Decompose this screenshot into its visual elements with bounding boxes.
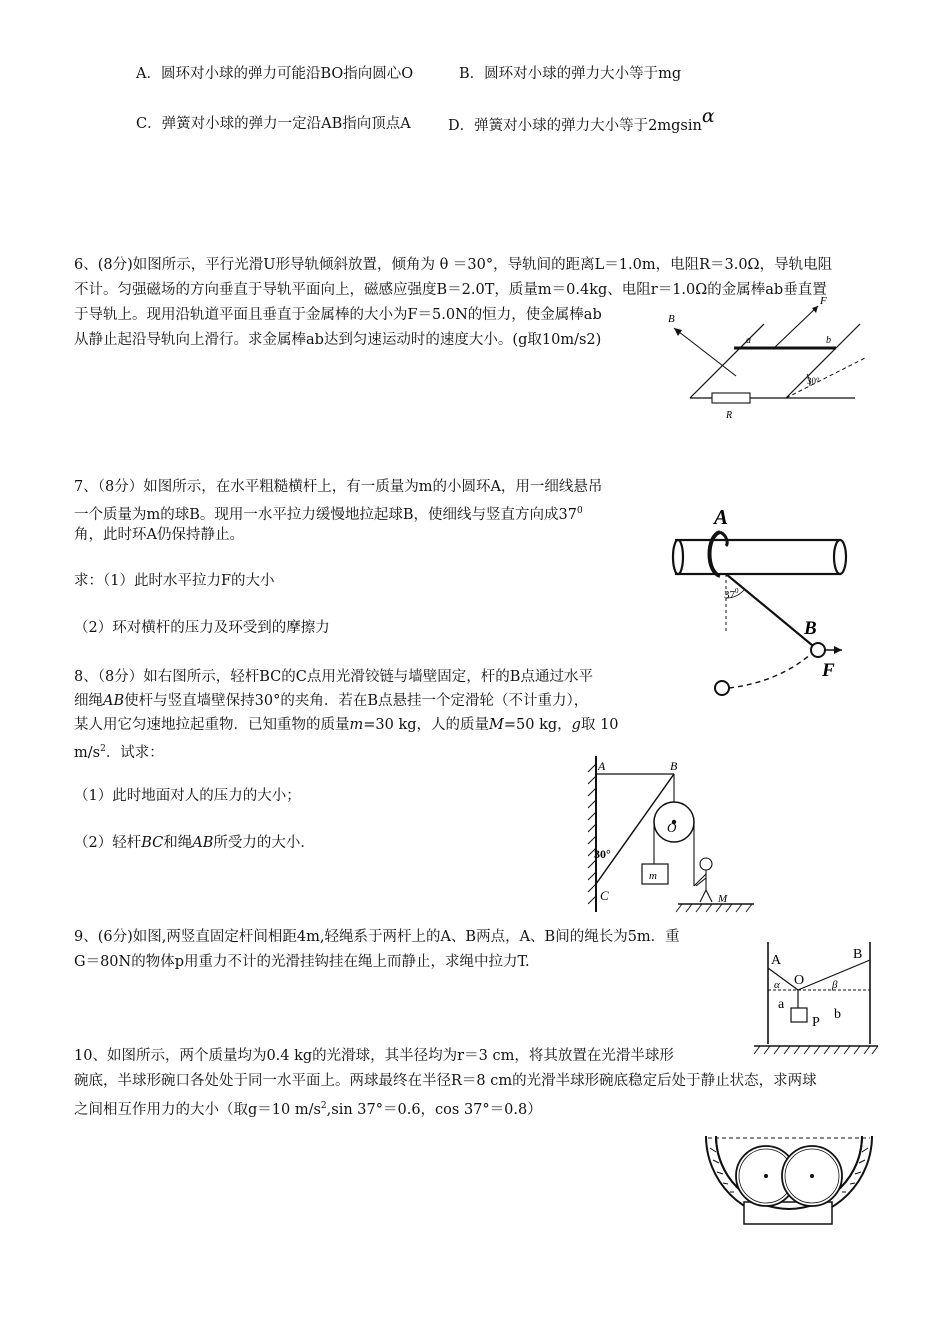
q8-l2a: 细绳 bbox=[74, 693, 103, 709]
option-d-text: D．弹簧对小球的弹力大小等于2mgsin bbox=[448, 118, 702, 134]
q7-angle-sup: 0 bbox=[735, 587, 739, 595]
q8-q2-ab: AB bbox=[192, 835, 214, 851]
q6-label-a: a bbox=[746, 335, 751, 346]
q9-line-2: G＝80N的物体p用重力不计的光滑挂钩挂在绳上而静止，求绳中拉力T. bbox=[74, 954, 530, 970]
q9-line-1: 9、(6分)如图,两竖直固定杆间相距4m,轻绳系于两杆上的A、B两点，A、B间的绳长为5m．重 bbox=[74, 929, 680, 945]
q7-line-3: 角，此时环A仍保持静止。 bbox=[74, 527, 244, 543]
option-d bbox=[448, 105, 715, 137]
q9-label-a: a bbox=[778, 997, 785, 1012]
q7-line-2 bbox=[74, 500, 583, 526]
q8-l2b: 使杆与竖直墙壁保持30°的夹角．若在B点悬挂一个定滑轮（不计重力）， bbox=[124, 693, 589, 709]
q10-line-1: 10、如图所示，两个质量均为0.4 kg的光滑球，其半径均为r＝3 cm，将其放置在光滑半球形 bbox=[74, 1048, 674, 1064]
q8-l3-m: m bbox=[349, 717, 364, 733]
q9-label-P: P bbox=[812, 1015, 820, 1030]
q8-q2a: （2）轻杆 bbox=[74, 835, 142, 851]
q7-line-1: 7、（8分）如图所示，在水平粗糙横杆上，有一质量为m的小圆环A，用一细线悬吊 bbox=[74, 479, 603, 495]
q10-bowl-figure bbox=[700, 1130, 876, 1226]
q7-label-F: F bbox=[822, 660, 835, 681]
option-b: B．圆环对小球的弹力大小等于mg bbox=[459, 66, 682, 82]
option-a: A．圆环对小球的弹力可能沿BO指向圆心O bbox=[136, 66, 414, 82]
q9-label-alpha: α bbox=[774, 979, 780, 991]
q7-line-2-text: 一个质量为m的球B。现用一水平拉力缓慢地拉起球B，使细线与竖直方向成37 bbox=[74, 506, 578, 523]
q7-label-A: A bbox=[714, 505, 729, 529]
q8-label-angle: 30° bbox=[594, 847, 611, 861]
q8-label-B: B bbox=[670, 759, 678, 773]
q6-line-1: 6、(8分)如图所示，平行光滑U形导轨倾斜放置，倾角为 θ ＝30°，导轨间的距离L＝1.0m，电阻R＝3.0Ω，导轨电阻 bbox=[74, 257, 833, 273]
q7-label-B: B bbox=[804, 618, 817, 639]
q8-l3d: 取 10 bbox=[580, 717, 619, 733]
q8-l4-sup: 2 bbox=[100, 744, 106, 754]
q6-line-2: 不计。匀强磁场的方向垂直于导轨平面向上，磁感应强度B＝2.0T，质量m＝0.4kg、电阻r＝1.0Ω的金属棒ab垂直置 bbox=[74, 282, 827, 298]
q7-ring-figure bbox=[668, 502, 850, 702]
q9-label-A: A bbox=[771, 953, 782, 968]
q6-label-R: R bbox=[726, 410, 733, 421]
q7-label-angle bbox=[724, 587, 739, 601]
q10-line-3 bbox=[74, 1095, 542, 1121]
q8-question-1: （1）此时地面对人的压力的大小； bbox=[74, 788, 301, 804]
q9-label-O: O bbox=[794, 973, 805, 988]
q8-l2-ab: AB bbox=[103, 693, 125, 709]
q8-label-m: m bbox=[649, 870, 657, 882]
q8-label-O: O bbox=[667, 820, 677, 835]
q8-pulley-figure bbox=[578, 752, 756, 916]
q9-label-b: b bbox=[834, 1007, 841, 1022]
q8-l4a: m/s bbox=[74, 744, 101, 761]
q9-label-B: B bbox=[853, 947, 863, 962]
q8-line-3 bbox=[74, 714, 619, 736]
q8-question-2 bbox=[74, 832, 315, 854]
option-c: C．弹簧对小球的弹力一定沿AB指向顶点A bbox=[136, 116, 411, 132]
q6-label-F: F bbox=[820, 295, 827, 307]
q6-rail-figure bbox=[660, 288, 880, 428]
q7-degree-mark: 0 bbox=[577, 506, 583, 516]
q8-line-1: 8、（8分）如右图所示，轻杆BC的C点用光滑铰链与墙壁固定，杆的B点通过水平 bbox=[74, 669, 593, 685]
q7-angle-value: 37 bbox=[724, 589, 735, 601]
q7-question-1: 求：（1）此时水平拉力F的大小 bbox=[74, 573, 275, 589]
q8-label-C: C bbox=[600, 888, 609, 903]
q10-line-2: 碗底，半球形碗口各处处于同一水平面上。两球最终在半径R＝8 cm的光滑半球形碗底稳定后处于静止状态，求两球 bbox=[74, 1073, 817, 1089]
q10-l3a: 之间相互作用力的大小（取g＝10 m/s bbox=[74, 1101, 321, 1118]
q6-line-4: 从静止起沿导轨向上滑行。求金属棒ab达到匀速运动时的速度大小。(g取10m/s2) bbox=[74, 332, 602, 348]
q8-line-2 bbox=[74, 690, 588, 712]
q8-l3a: 某人用它匀速地拉起重物．已知重物的质量 bbox=[74, 717, 350, 733]
q8-q2-bc: BC bbox=[141, 835, 164, 851]
q10-l3-sup: 2 bbox=[320, 1101, 327, 1111]
q6-label-B: B bbox=[668, 313, 675, 325]
q6-label-angle: 30° bbox=[807, 376, 820, 386]
q8-l3c: =50 kg， bbox=[503, 717, 572, 733]
q8-l4b: ．试求： bbox=[105, 744, 164, 761]
q8-label-A: A bbox=[598, 759, 606, 773]
q9-label-beta: β bbox=[832, 979, 838, 991]
q6-line-3: 于导轨上。现用沿轨道平面且垂直于金属棒的大小为F＝5.0N的恒力，使金属棒ab bbox=[74, 307, 602, 323]
q8-q2b: 和绳 bbox=[163, 835, 193, 851]
alpha-symbol: α bbox=[701, 105, 715, 127]
q9-hook-figure bbox=[752, 938, 880, 1056]
q8-q2c: 所受力的大小． bbox=[213, 835, 315, 851]
q8-l3-M: M bbox=[489, 717, 504, 733]
q8-line-4 bbox=[74, 738, 164, 764]
q6-label-b: b bbox=[826, 335, 831, 346]
q8-label-M: M bbox=[718, 893, 728, 905]
q8-l3-g: g bbox=[571, 717, 581, 733]
q8-l3b: =30 kg，人的质量 bbox=[363, 717, 490, 733]
q7-question-2: （2）环对横杆的压力及环受到的摩擦力 bbox=[74, 620, 330, 636]
q10-l3b: ,sin 37°＝0.6，cos 37°＝0.8） bbox=[326, 1101, 542, 1118]
